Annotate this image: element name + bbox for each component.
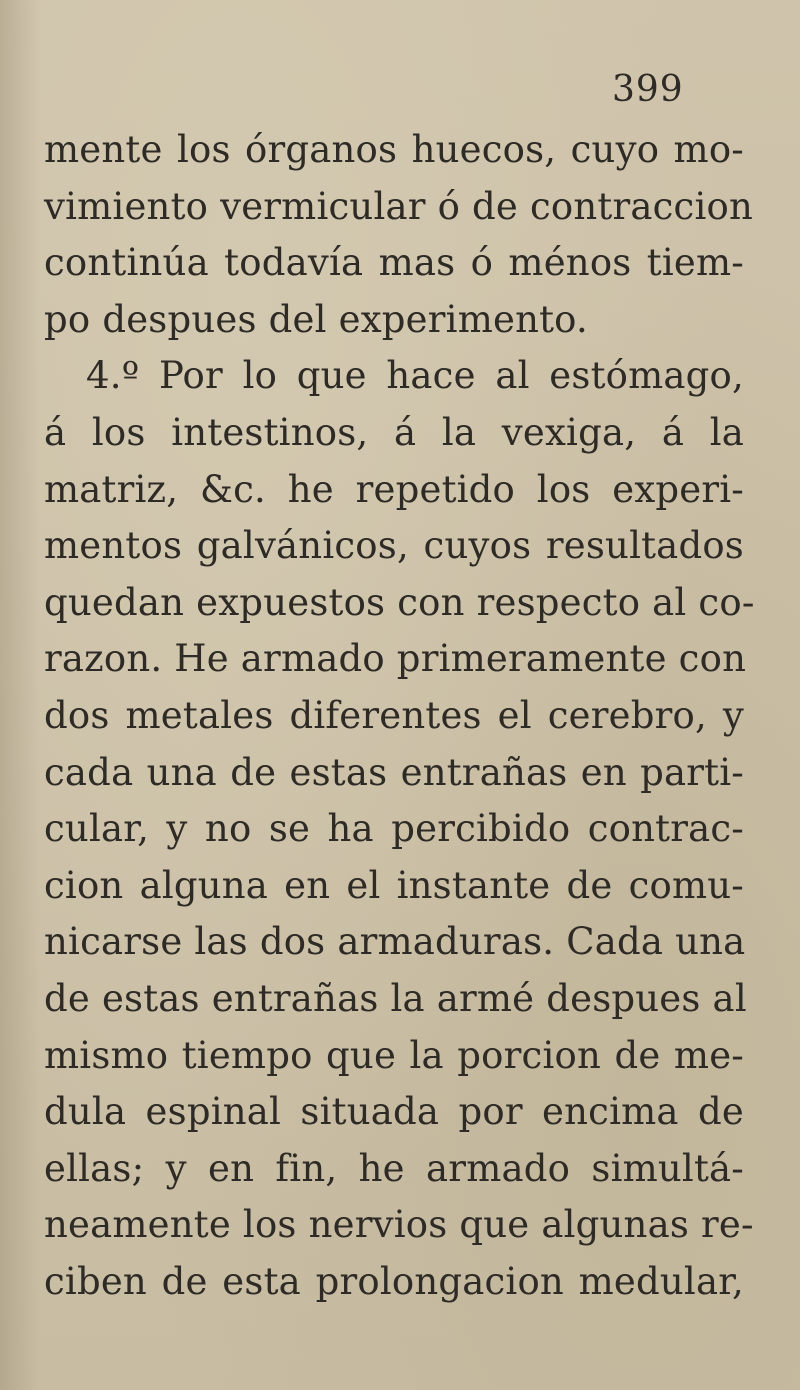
page-fold-shadow <box>0 0 40 1390</box>
text-line: dula espinal situada por encima de <box>44 1090 744 1134</box>
text-line: 4.º Por lo que hace al estómago, <box>86 354 744 398</box>
text-line: neamente los nervios que algunas re- <box>44 1203 754 1247</box>
text-line: mentos galvánicos, cuyos resultados <box>44 524 744 568</box>
text-line: razon. He armado primeramente con <box>44 637 747 681</box>
text-line: dos metales diferentes el cerebro, y <box>44 693 744 737</box>
text-line: quedan expuestos con respecto al co- <box>44 580 755 624</box>
text-line: mismo tiempo que la porcion de me- <box>44 1033 744 1077</box>
text-line: vimiento vermicular ó de contraccion <box>44 184 753 228</box>
text-line: á los intestinos, á la vexiga, á la <box>44 410 744 454</box>
text-line: po despues del experimento. <box>44 297 588 341</box>
body-text <box>44 122 755 1310</box>
text-line: continúa todavía mas ó ménos tiem- <box>44 241 744 285</box>
text-line: cada una de estas entrañas en parti- <box>44 750 744 794</box>
text-line: de estas entrañas la armé despues al <box>44 976 747 1020</box>
page-number: 399 <box>612 69 684 110</box>
text-line: cion alguna en el instante de comu- <box>44 863 744 907</box>
text-line: cular, y no se ha percibido contrac- <box>44 807 744 851</box>
text-line: matriz, &c. he repetido los experi- <box>44 467 744 511</box>
text-line: mente los órganos huecos, cuyo mo- <box>44 128 744 171</box>
text-line: ciben de esta prolongacion medular, <box>44 1259 744 1303</box>
text-line: ellas; y en fin, he armado simultá- <box>44 1146 744 1190</box>
text-line: nicarse las dos armaduras. Cada una <box>44 920 746 964</box>
